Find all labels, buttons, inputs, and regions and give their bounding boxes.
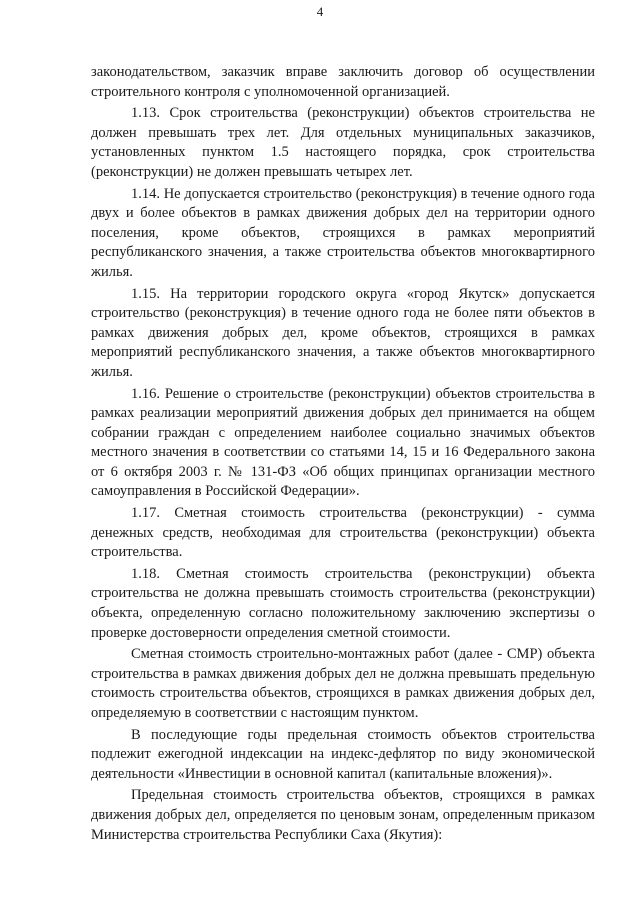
paragraph-1-15: 1.15. На территории городского округа «город Якутск» допускается строительство (реконструкция) в течение одного года не более пяти объектов в рамках движения добрых дел, кроме объектов, строящихся в рамках мероприятий республиканского значения, а также объектов многоквартирного жилья. bbox=[91, 285, 595, 380]
paragraph-indexation: В последующие годы предельная стоимость объектов строительства подлежит ежегодной индексации на индекс-дефлятор по виду экономической деятельности «Инвестиции в основной капитал (капитальные вложения)». bbox=[91, 726, 595, 782]
paragraph-price-zones: Предельная стоимость строительства объектов, строящихся в рамках движения добрых дел, определяется по ценовым зонам, определенным приказом Министерства строительства Республики Саха (Якутия): bbox=[91, 787, 595, 843]
paragraph-1-17: 1.17. Сметная стоимость строительства (реконструкции) - сумма денежных средств, необходимая для строительства (реконструкции) объекта строительства. bbox=[91, 505, 595, 561]
paragraph-1-14: 1.14. Не допускается строительство (реконструкция) в течение одного года двух и более объектов в рамках движения добрых дел на территории одного поселения, кроме объектов, строящихся в рамках мероприятий республиканского значения, а также строительства объектов многоквартирного жилья. bbox=[91, 185, 595, 280]
document-body bbox=[91, 63, 595, 845]
paragraph-continuation: законодательством, заказчик вправе заключить договор об осуществлении строительного контроля с уполномоченной организацией. bbox=[91, 64, 595, 100]
paragraph-1-18: 1.18. Сметная стоимость строительства (реконструкции) объекта строительства не должна превышать стоимость строительства (реконструкции) объекта, определенную согласно положительному заключению экспертизы о проверке достоверности определения сметной стоимости. bbox=[91, 565, 595, 641]
page-number: 4 bbox=[316, 4, 324, 19]
paragraph-1-16: 1.16. Решение о строительстве (реконструкции) объектов строительства в рамках реализации мероприятий движения добрых дел принимается на общем собрании граждан с определением наиболее социально значимых объектов местного значения в соответствии со статьями 14, 15 и 16 Федерального закона от 6 октября 2003 г. № 131-ФЗ «Об общих принципах организации местного самоуправления в Российской Федерации». bbox=[91, 385, 595, 500]
paragraph-1-13: 1.13. Срок строительства (реконструкции) объектов строительства не должен превышать трех лет. Для отдельных муниципальных заказчиков, установленных пунктом 1.5 настоящего порядка, срок строительства (реконструкции) не должен превышать четырех лет. bbox=[91, 105, 595, 180]
paragraph-smr-cost: Сметная стоимость строительно-монтажных работ (далее - СМР) объекта строительства в рамках движения добрых дел не должна превышать предельную стоимость строительства объектов, строящихся в рамках движения добрых дел, определяемую в соответствии с настоящим пунктом. bbox=[91, 646, 595, 721]
